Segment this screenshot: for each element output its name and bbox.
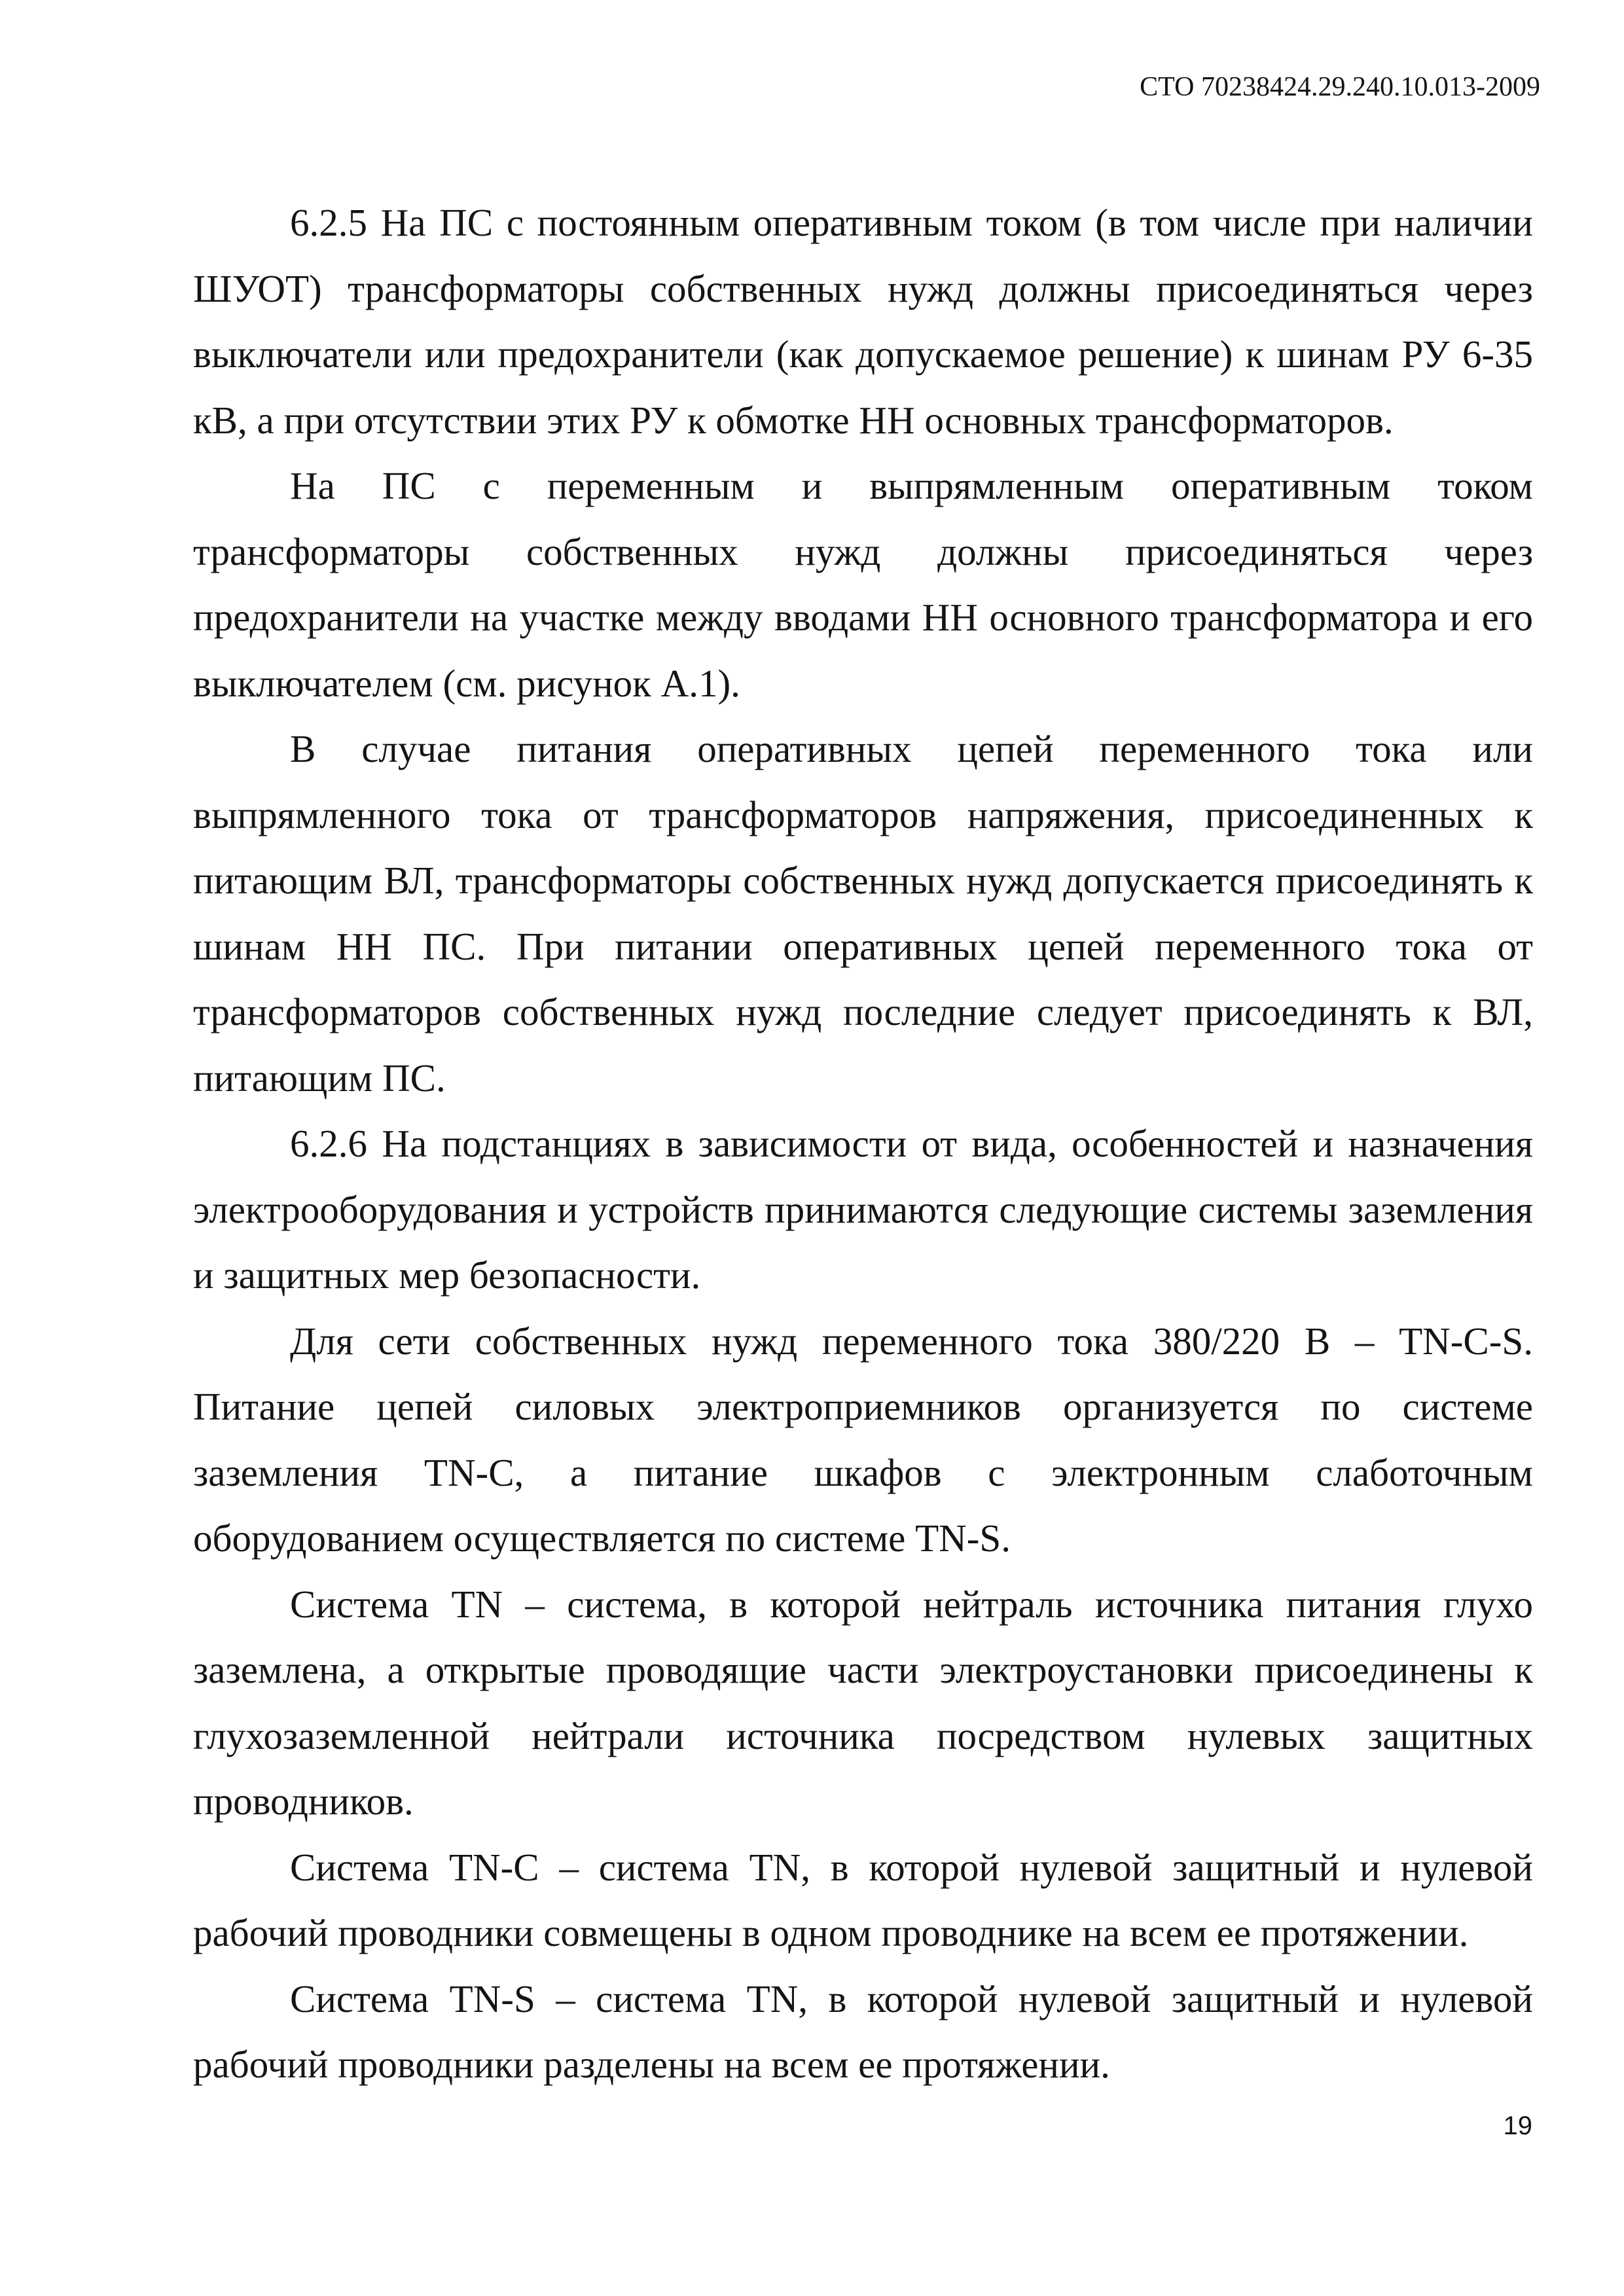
paragraph-ac-rectified-current: На ПС с переменным и выпрямленным оперативным током трансформаторы собственных нужд должны присоединяться через предохранители на участке между вводами НН основного трансформатора и его выключателем (см. рисунок А.1). — [193, 464, 1533, 705]
paragraph-tn-c-system-definition: Система TN-C – система TN, в которой нулевой защитный и нулевой рабочий проводники совмещены в одном проводнике на всем ее протяжении. — [193, 1845, 1533, 1954]
paragraph-tn-c-s-network: Для сети собственных нужд переменного тока 380/220 В – TN-C-S. Питание цепей силовых электроприемников организуется по системе заземления TN-C, а питание шкафов с электронным слаботочным оборудованием осуществляется по системе TN-S. — [193, 1319, 1533, 1560]
paragraph-voltage-transformer-supply: В случае питания оперативных цепей переменного тока или выпрямленного тока от трансформаторов напряжения, присоединенных к питающим ВЛ, трансформаторы собственных нужд допускается присоединять к шинам НН ПС. При питании оперативных цепей переменного тока от трансформаторов собственных нужд последние следует присоединять к ВЛ, питающим ПС. — [193, 727, 1533, 1100]
paragraph-6-2-6: 6.2.6 На подстанциях в зависимости от вида, особенностей и назначения электрооборудования и устройств принимаются следующие системы заземления и защитных мер безопасности. — [193, 1122, 1533, 1297]
document-body — [193, 190, 1533, 2098]
paragraph-tn-s-system-definition: Система TN-S – система TN, в которой нулевой защитный и нулевой рабочий проводники разделены на всем ее протяжении. — [193, 1977, 1533, 2086]
page-number: 19 — [1503, 2111, 1532, 2140]
document-code: СТО 70238424.29.240.10.013-2009 — [1140, 72, 1540, 102]
paragraph-6-2-5: 6.2.5 На ПС с постоянным оперативным током (в том числе при наличии ШУОТ) трансформаторы собственных нужд должны присоединяться через выключатели или предохранители (как допускаемое решение) к шинам РУ 6-35 кВ, а при отсутствии этих РУ к обмотке НН основных трансформаторов. — [193, 201, 1533, 442]
paragraph-tn-system-definition: Система TN – система, в которой нейтраль источника питания глухо заземлена, а открытые проводящие части электроустановки присоединены к глухозаземленной нейтрали источника посредством нулевых защитных проводников. — [193, 1582, 1533, 1823]
